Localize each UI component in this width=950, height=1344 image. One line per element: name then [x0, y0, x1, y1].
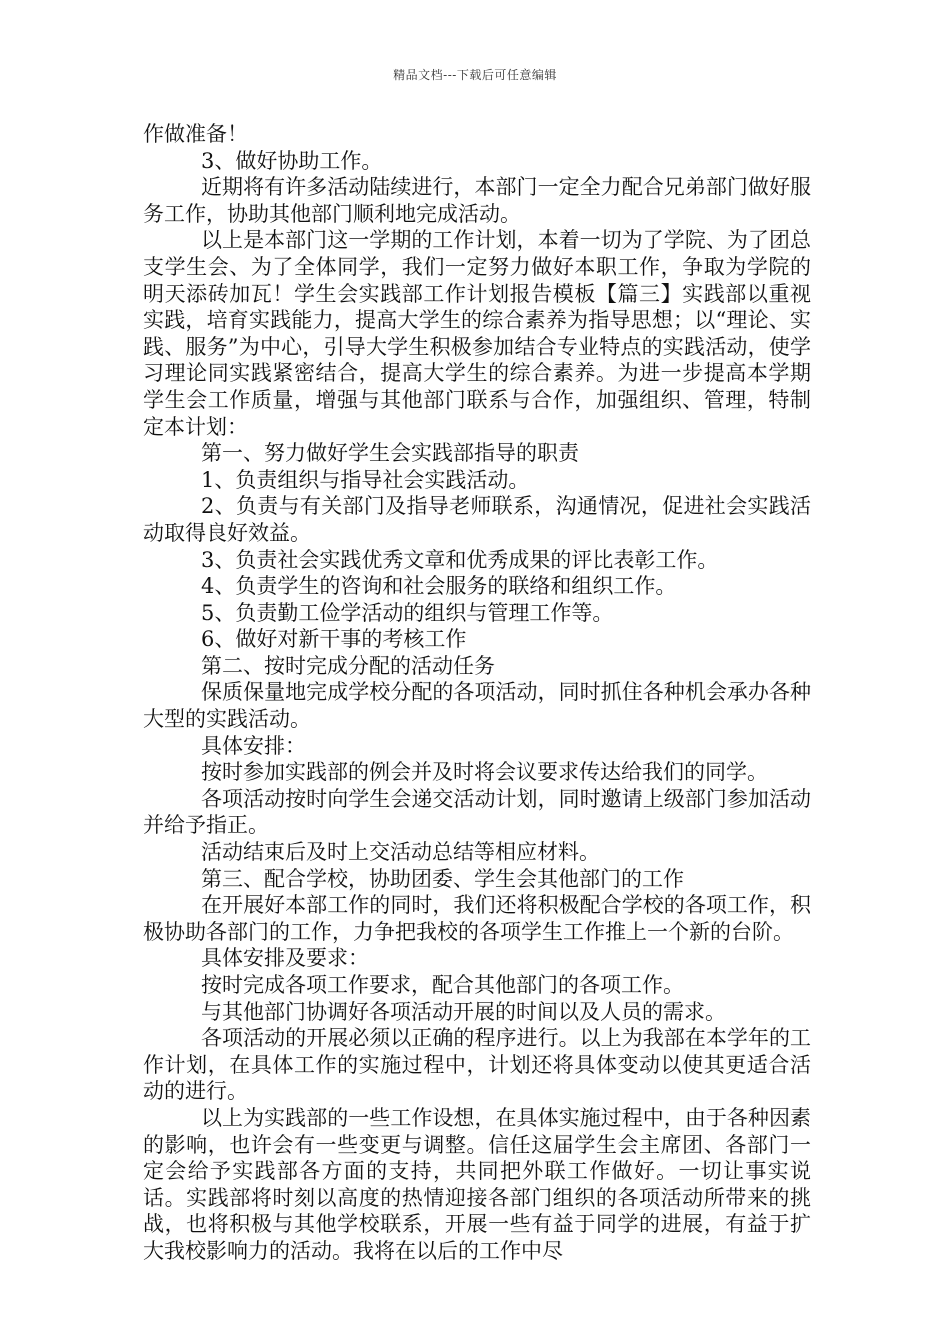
- paragraph: 第三、配合学校，协助团委、学生会其他部门的工作: [201, 866, 684, 891]
- paragraph: 作做准备！: [143, 122, 248, 146]
- paragraph: 1、负责组织与指导社会实践活动。: [201, 467, 530, 492]
- paragraph: 3、做好协助工作。: [201, 148, 383, 173]
- paragraph: 与其他部门协调好各项活动开展的时间以及人员的需求。: [201, 999, 726, 1024]
- paragraph: 在开展好本部工作的同时，我们还将积极配合学校的各项工作，积极协助各部门的工作，力争把我校的各项学生工作推上一个新的台阶。: [143, 893, 811, 944]
- paragraph: 第二、按时完成分配的活动任务: [201, 653, 495, 678]
- paragraph: 以上为实践部的一些工作设想，在具体实施过程中，由于各种因素的影响，也许会有一些变更与调整。信任这届学生会主席团、各部门一定会给予实践部各方面的支持，共同把外联工作做好。一切让事实说话。实践部将时刻以高度的热情迎接各部门组织的各项活动所带来的挑战，也将积极与其他学校联系，开展一些有益于同学的进展，有益于扩大我校影响力的活动。我将在以后的工作中尽: [143, 1105, 811, 1263]
- paragraph: 各项活动的开展必须以正确的程序进行。以上为我部在本学年的工作计划，在具体工作的实施过程中，计划还将具体变动以使其更适合活动的进行。: [143, 1026, 811, 1104]
- paragraph: 按时完成各项工作要求，配合其他部门的各项工作。: [201, 973, 684, 997]
- paragraph: 各项活动按时向学生会递交活动计划，同时邀请上级部门参加活动并给予指正。: [143, 786, 811, 838]
- paragraph: 3、负责社会实践优秀文章和优秀成果的评比表彰工作。: [201, 547, 719, 572]
- page-header: 精品文档---下载后可任意编辑: [393, 68, 557, 82]
- paragraph: 活动结束后及时上交活动总结等相应材料。: [201, 840, 600, 865]
- paragraph: 第一、努力做好学生会实践部指导的职责: [201, 441, 579, 466]
- paragraph: 具体安排及要求：: [201, 946, 369, 971]
- paragraph: 近期将有许多活动陆续进行，本部门一定全力配合兄弟部门做好服务工作，协助其他部门顺利地完成活动。: [143, 175, 811, 226]
- paragraph: 2、负责与有关部门及指导老师联系，沟通情况，促进社会实践活动取得良好效益。: [143, 494, 811, 545]
- paragraph: 5、负责勤工俭学活动的组织与管理工作等。: [201, 600, 614, 625]
- paragraph: 4、负责学生的咨询和社会服务的联络和组织工作。: [201, 574, 677, 599]
- paragraph: 具体安排：: [201, 733, 306, 758]
- paragraph: 按时参加实践部的例会并及时将会议要求传达给我们的同学。: [201, 760, 768, 785]
- paragraph: 6、做好对新干事的考核工作: [201, 627, 467, 652]
- document-body: [143, 121, 811, 1265]
- paragraph: 保质保量地完成学校分配的各项活动，同时抓住各种机会承办各种大型的实践活动。: [143, 680, 811, 732]
- paragraph: 以上是本部门这一学期的工作计划，本着一切为了学院、为了团总支学生会、为了全体同学，我们一定努力做好本职工作，争取为学院的明天添砖加瓦！学生会实践部工作计划报告模板【篇三】实践部以重视实践，培育实践能力，提高大学生的综合素养为指导思想；以“理论、实践、服务”为中心，引导大学生积极参加结合专业特点的实践活动，使学习理论同实践紧密结合，提高大学生的综合素养。为进一步提高本学期学生会工作质量，增强与其他部门联系与合作，加强组织、管理，特制定本计划：: [143, 228, 811, 439]
